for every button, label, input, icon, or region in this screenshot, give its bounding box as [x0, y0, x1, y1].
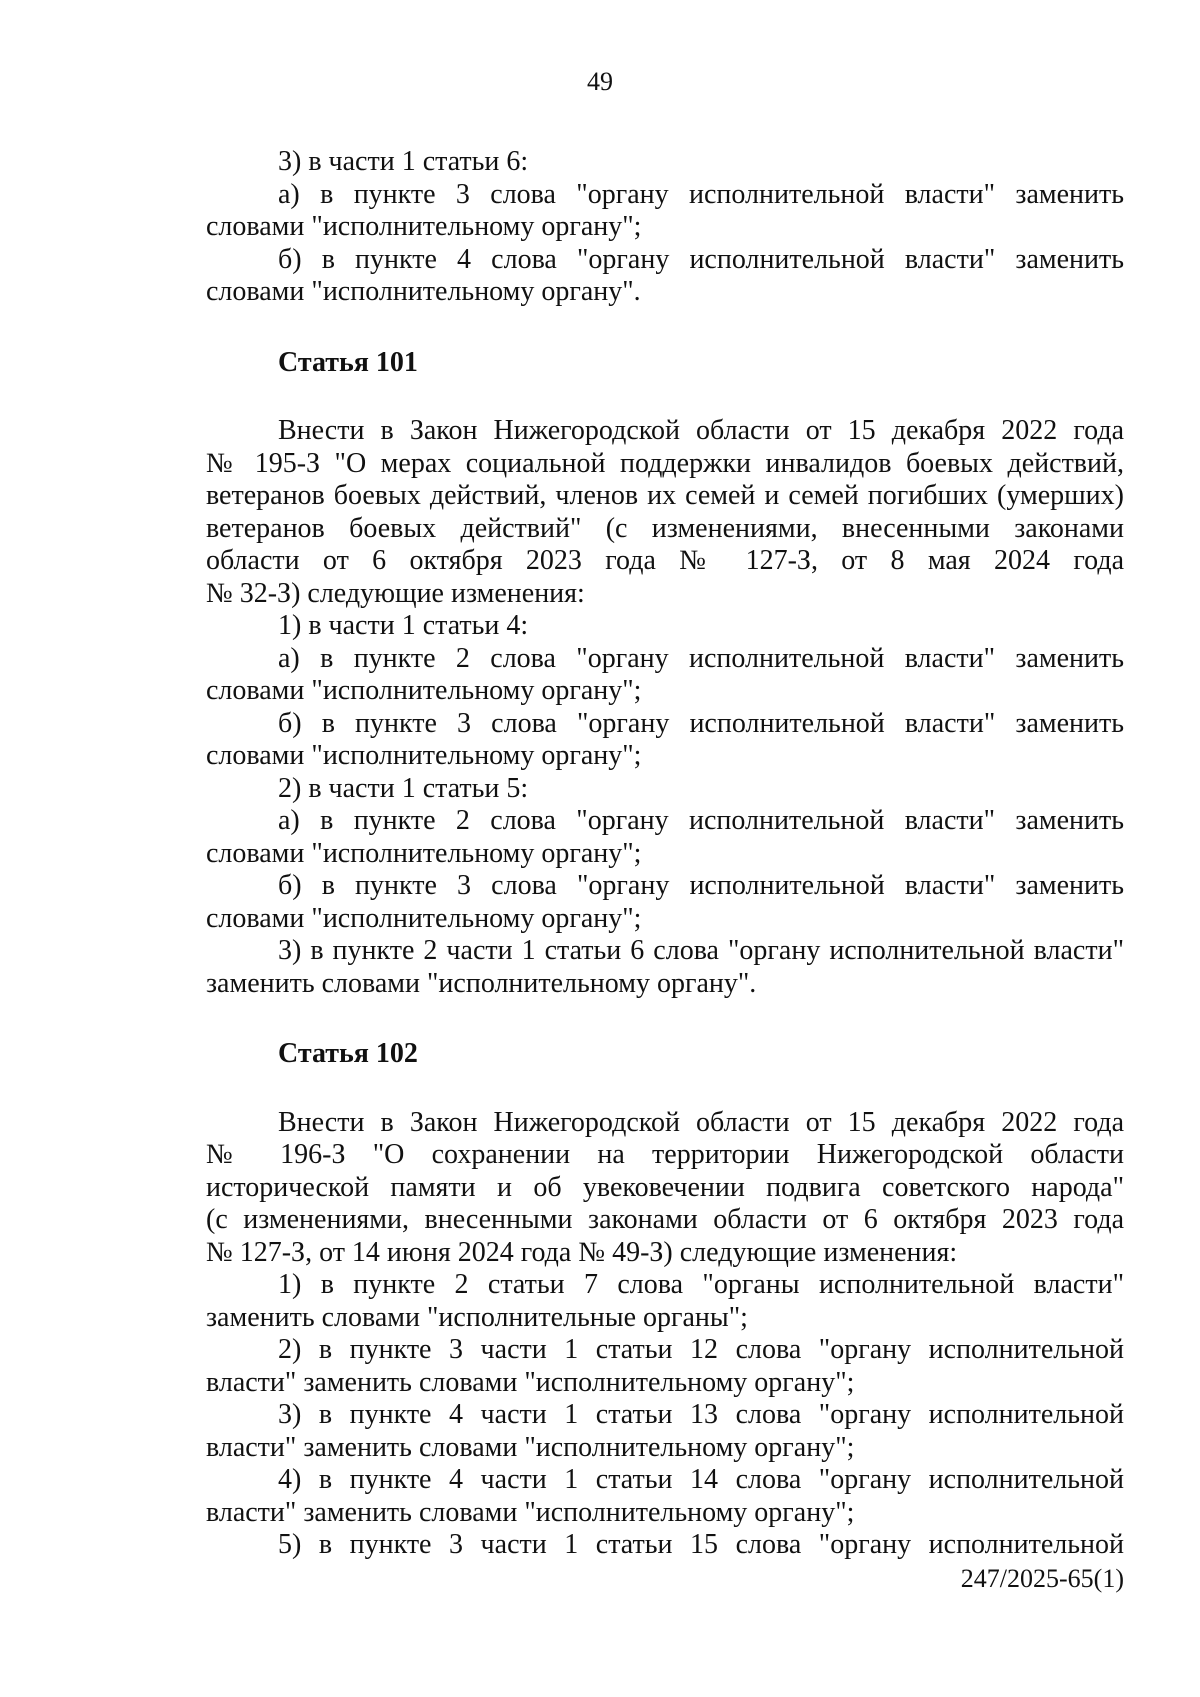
text-line: словами "исполнительному органу"; [206, 211, 642, 242]
text-line: 1) в части 1 статьи 4: [278, 610, 529, 641]
text-line: 1) в пункте 2 статьи 7 слова "органы исполнительной власти" [278, 1269, 1124, 1300]
text-line: ветеранов боевых действий" (с изменениями, внесенными законами [206, 512, 1124, 544]
text-line: ветеранов боевых действий, членов их семей и семей погибших (умерших) [206, 480, 1124, 511]
text-line: власти" заменить словами "исполнительному органу"; [206, 1366, 855, 1398]
text-line: № 127-З, от 14 июня 2024 года № 49-З) следующие изменения: [206, 1236, 958, 1268]
text-line: Внести в Закон Нижегородской области от 15 декабря 2022 года [278, 1106, 1124, 1138]
text-line: б) в пункте 4 слова "органу исполнительной власти" заменить [278, 243, 1124, 275]
text-line: № 195-З "О мерах социальной поддержки инвалидов боевых действий, [206, 447, 1124, 479]
document-code: 247/2025-65(1) [960, 1564, 1124, 1593]
text-line: словами "исполнительному органу"; [206, 675, 642, 706]
text-line: власти" заменить словами "исполнительному органу"; [206, 1431, 855, 1463]
page-number: 49 [587, 67, 613, 96]
text-line: б) в пункте 3 слова "органу исполнительной власти" заменить [278, 707, 1124, 739]
intro-block [206, 146, 1124, 309]
text-line: б) в пункте 3 слова "органу исполнительной власти" заменить [278, 870, 1124, 901]
text-line: заменить словами "исполнительные органы"; [206, 1301, 748, 1333]
text-line: словами "исполнительному органу"; [206, 902, 642, 934]
text-line: Внести в Закон Нижегородской области от 15 декабря 2022 года [278, 415, 1124, 446]
text-line: заменить словами "исполнительному органу". [206, 967, 757, 999]
text-line: 2) в пункте 3 части 1 статьи 12 слова "органу исполнительной [278, 1334, 1124, 1365]
text-line: 3) в части 1 статьи 6: [278, 146, 529, 177]
text-line: 3) в пункте 2 части 1 статьи 6 слова "органу исполнительной власти" [278, 935, 1124, 966]
article-101-body [206, 415, 1124, 1000]
text-line: а) в пункте 2 слова "органу исполнительной власти" заменить [278, 642, 1124, 674]
text-line: словами "исполнительному органу". [206, 276, 641, 307]
text-line: 2) в части 1 статьи 5: [278, 772, 529, 804]
article-102-body [206, 1107, 1124, 1562]
article-101-heading: Статья 101 [278, 346, 418, 378]
text-line: словами "исполнительному органу"; [206, 740, 642, 771]
text-line: № 196-З "О сохранении на территории Нижегородской области [206, 1139, 1124, 1170]
text-line: а) в пункте 2 слова "органу исполнительной власти" заменить [278, 805, 1124, 836]
text-line: 5) в пункте 3 части 1 статьи 15 слова "органу исполнительной [278, 1529, 1124, 1560]
text-line: № 32-З) следующие изменения: [206, 577, 585, 609]
text-line: 4) в пункте 4 части 1 статьи 14 слова "органу исполнительной [278, 1464, 1124, 1495]
article-102-heading: Статья 102 [278, 1038, 418, 1069]
text-line: области от 6 октября 2023 года № 127-З, от 8 мая 2024 года [206, 545, 1124, 576]
document-body [206, 146, 1124, 1562]
text-line: 3) в пункте 4 части 1 статьи 13 слова "органу исполнительной [278, 1399, 1124, 1430]
text-line: власти" заменить словами "исполнительному органу"; [206, 1496, 855, 1528]
text-line: исторической памяти и об увековечении подвига советского народа" [206, 1171, 1124, 1203]
text-line: а) в пункте 3 слова "органу исполнительной власти" заменить [278, 178, 1124, 210]
text-line: словами "исполнительному органу"; [206, 837, 642, 869]
text-line: (с изменениями, внесенными законами области от 6 октября 2023 года [206, 1204, 1124, 1235]
